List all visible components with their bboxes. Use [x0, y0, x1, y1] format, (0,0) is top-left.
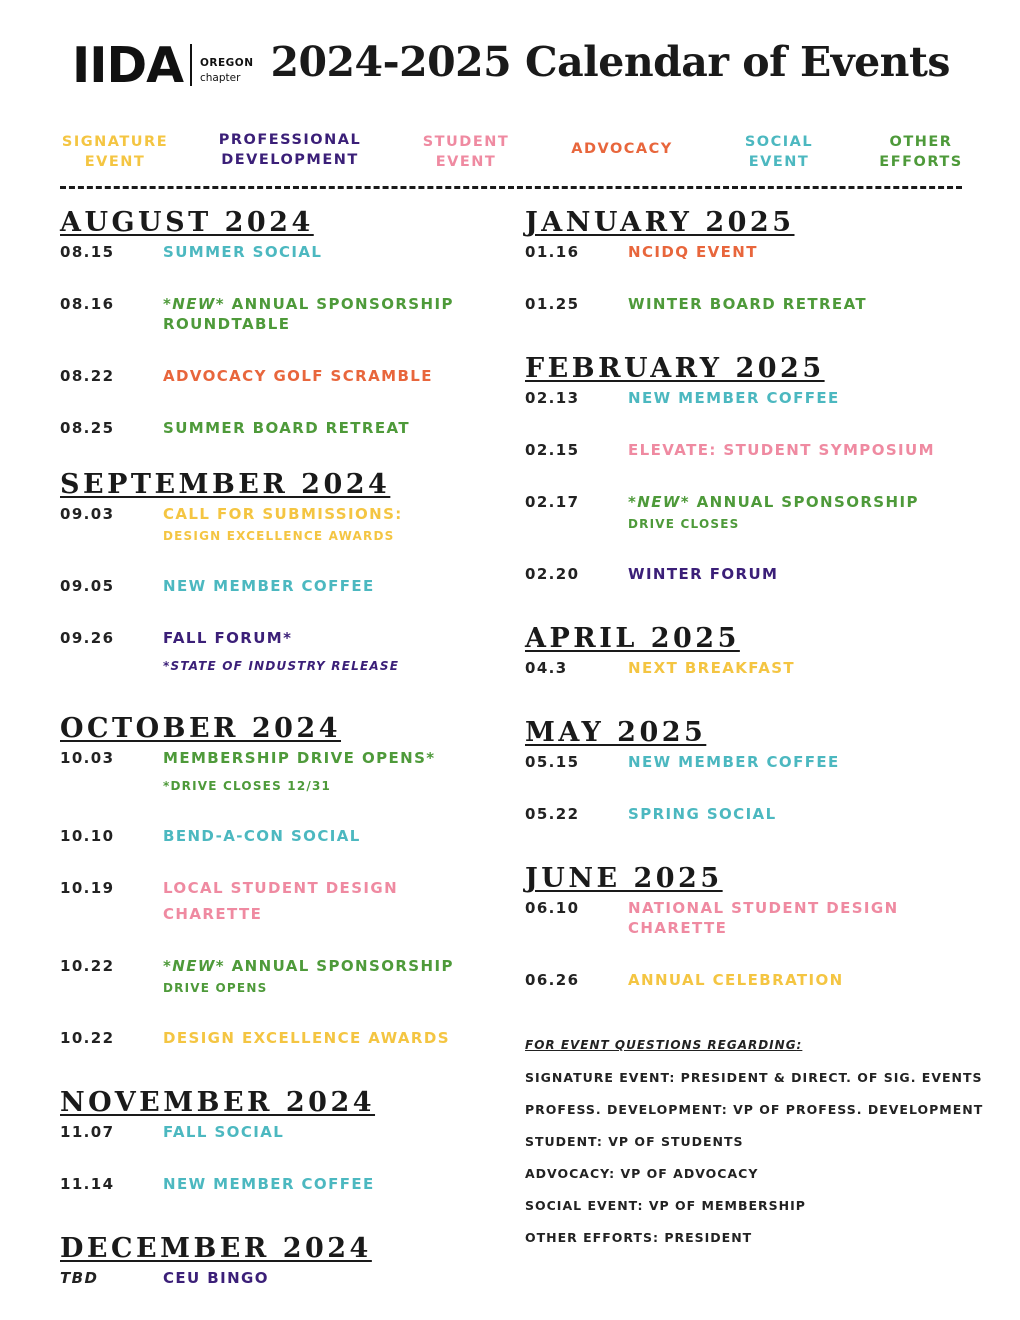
contact-line: STUDENT: VP OF STUDENTS — [525, 1134, 744, 1149]
month-heading: JUNE 2025 — [525, 863, 723, 894]
event-title: *NEW* ANNUAL SPONSORSHIP — [628, 493, 919, 511]
event-date: 10.22 — [60, 1029, 115, 1047]
event-date: 10.22 — [60, 957, 115, 975]
event-note: *DRIVE CLOSES 12/31 — [163, 779, 332, 793]
event-date: 04.3 — [525, 659, 568, 677]
event-title: CEU BINGO — [163, 1269, 269, 1287]
month-heading: JANUARY 2025 — [525, 207, 795, 238]
legend-other-efforts: OTHER EFFORTS — [879, 134, 963, 170]
event-note: *STATE OF INDUSTRY RELEASE — [163, 659, 400, 673]
event-date: 08.16 — [60, 295, 115, 313]
event-date: 02.15 — [525, 441, 580, 459]
month-heading: APRIL 2025 — [525, 623, 740, 654]
event-title: WINTER FORUM — [628, 565, 779, 583]
event-date: 02.20 — [525, 565, 580, 583]
legend-student-event: STUDENT EVENT — [422, 134, 510, 170]
event-title: NEW MEMBER COFFEE — [163, 577, 375, 595]
event-date: 08.22 — [60, 367, 115, 385]
contact-line: PROFESS. DEVELOPMENT: VP OF PROFESS. DEVELOPMENT — [525, 1102, 984, 1117]
category-legend — [40, 128, 980, 178]
event-note: DRIVE OPENS — [163, 981, 268, 995]
logo-chapter-label: chapter — [200, 72, 241, 84]
legend-advocacy: ADVOCACY — [571, 141, 673, 157]
contact-line: OTHER EFFORTS: PRESIDENT — [525, 1230, 753, 1245]
event-title: FALL SOCIAL — [163, 1123, 285, 1141]
logo-oregon-label: OREGON — [200, 57, 254, 69]
dashed-divider — [60, 186, 962, 189]
event-title-line2: CHARETTE — [163, 905, 263, 923]
event-date: 10.10 — [60, 827, 115, 845]
month-heading: AUGUST 2024 — [60, 207, 314, 238]
new-tag: *NEW* — [628, 493, 691, 511]
event-title: NEW MEMBER COFFEE — [163, 1175, 375, 1193]
month-heading: OCTOBER 2024 — [60, 713, 342, 744]
event-date: 05.15 — [525, 753, 580, 771]
event-title: *NEW* ANNUAL SPONSORSHIP — [163, 957, 454, 975]
event-date: 10.19 — [60, 879, 115, 897]
event-title: FALL FORUM* — [163, 629, 293, 647]
event-note: DESIGN EXCELLENCE AWARDS — [163, 529, 395, 543]
event-date: 09.03 — [60, 505, 115, 523]
event-title: NEW MEMBER COFFEE — [628, 753, 840, 771]
event-title-line2: CHARETTE — [628, 919, 728, 937]
event-date: 08.15 — [60, 243, 115, 261]
event-note: DRIVE CLOSES — [628, 517, 740, 531]
event-title: SPRING SOCIAL — [628, 805, 777, 823]
event-title: SUMMER SOCIAL — [163, 243, 323, 261]
month-heading: NOVEMBER 2024 — [60, 1087, 376, 1118]
event-title: MEMBERSHIP DRIVE OPENS* — [163, 749, 436, 767]
logo-divider — [190, 44, 192, 86]
event-title: NEXT BREAKFAST — [628, 659, 796, 677]
event-title: LOCAL STUDENT DESIGN — [163, 879, 399, 897]
event-title: ADVOCACY GOLF SCRAMBLE — [163, 367, 433, 385]
event-date: 06.26 — [525, 971, 580, 989]
new-tag: *NEW* — [163, 295, 226, 313]
iida-logo: IIDA — [72, 37, 184, 94]
event-date: 02.13 — [525, 389, 580, 407]
event-title: ELEVATE: STUDENT SYMPOSIUM — [628, 441, 935, 459]
header — [72, 36, 962, 96]
event-date: 01.25 — [525, 295, 580, 313]
month-heading: FEBRUARY 2025 — [525, 353, 825, 384]
event-title: DESIGN EXCELLENCE AWARDS — [163, 1029, 450, 1047]
legend-social-event: SOCIAL EVENT — [744, 134, 814, 170]
month-heading: DECEMBER 2024 — [60, 1233, 372, 1264]
event-date: 11.14 — [60, 1175, 115, 1193]
contact-line: SOCIAL EVENT: VP OF MEMBERSHIP — [525, 1198, 806, 1213]
event-date: 09.26 — [60, 629, 115, 647]
event-title: NEW MEMBER COFFEE — [628, 389, 840, 407]
month-heading: SEPTEMBER 2024 — [60, 469, 391, 500]
contact-line: SIGNATURE EVENT: PRESIDENT & DIRECT. OF SIG. EVENTS — [525, 1070, 983, 1085]
contacts-heading: FOR EVENT QUESTIONS REGARDING: — [525, 1038, 803, 1052]
event-title: NCIDQ EVENT — [628, 243, 758, 261]
legend-signature-event: SIGNATURE EVENT — [61, 134, 169, 170]
event-title-line2: ROUNDTABLE — [163, 315, 291, 333]
event-date: 02.17 — [525, 493, 580, 511]
page-title: 2024-2025 Calendar of Events — [270, 38, 950, 86]
event-title: ANNUAL CELEBRATION — [628, 971, 844, 989]
event-title: *NEW* ANNUAL SPONSORSHIP — [163, 295, 454, 313]
month-heading: MAY 2025 — [525, 717, 707, 748]
event-title: BEND-A-CON SOCIAL — [163, 827, 361, 845]
new-tag: *NEW* — [163, 957, 226, 975]
event-title: SUMMER BOARD RETREAT — [163, 419, 410, 437]
event-date: 01.16 — [525, 243, 580, 261]
event-date: 11.07 — [60, 1123, 115, 1141]
event-title: NATIONAL STUDENT DESIGN — [628, 899, 899, 917]
event-date: 09.05 — [60, 577, 115, 595]
event-date: 05.22 — [525, 805, 580, 823]
event-date: 06.10 — [525, 899, 580, 917]
legend-professional-development: PROFESSIONAL DEVELOPMENT — [218, 132, 362, 168]
event-date: 08.25 — [60, 419, 115, 437]
event-date: 10.03 — [60, 749, 115, 767]
event-title: WINTER BOARD RETREAT — [628, 295, 868, 313]
event-date: TBD — [60, 1269, 99, 1287]
event-title: CALL FOR SUBMISSIONS: — [163, 505, 403, 523]
contact-line: ADVOCACY: VP OF ADVOCACY — [525, 1166, 759, 1181]
